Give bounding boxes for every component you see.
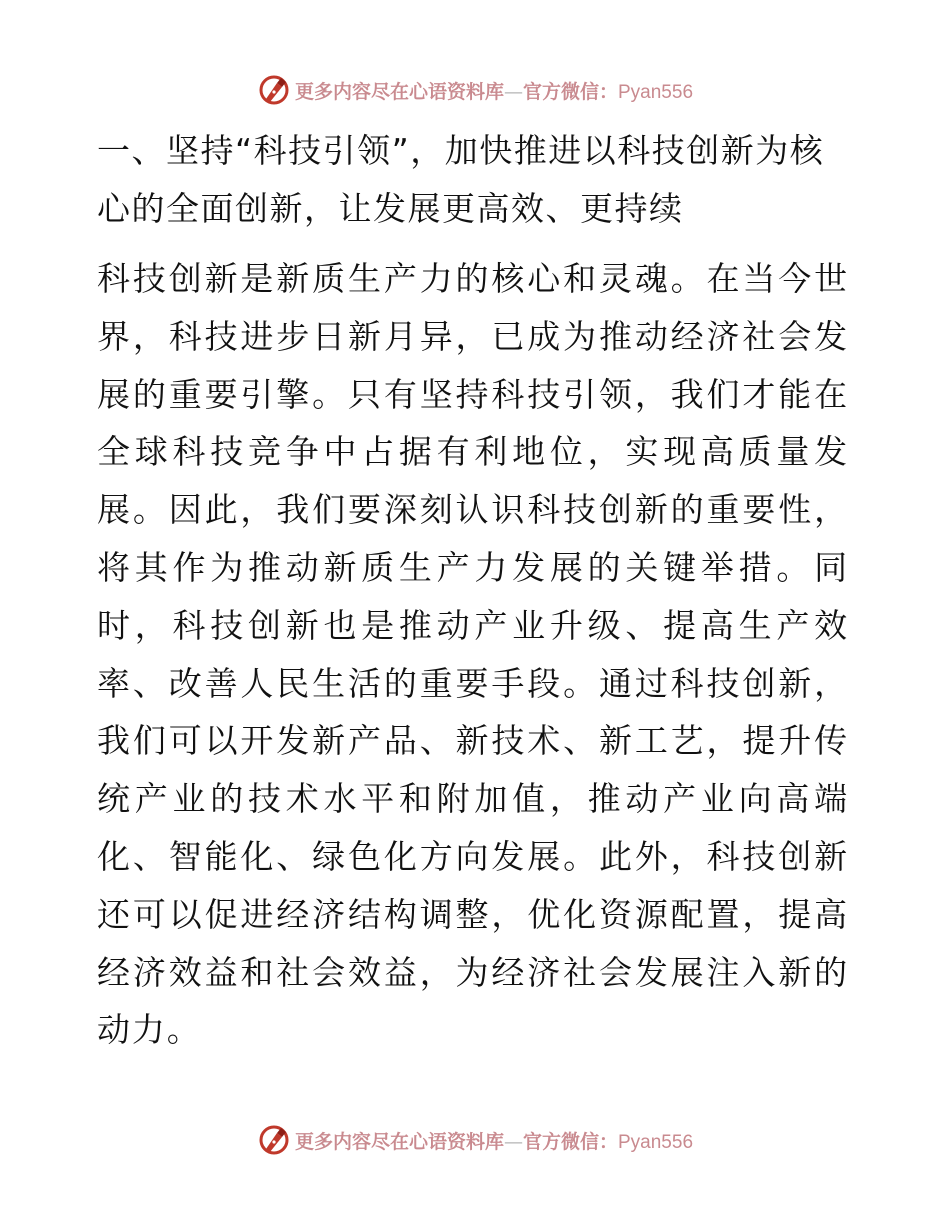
footer-banner — [0, 1120, 950, 1160]
body-paragraph: 科技创新是新质生产力的核心和灵魂。在当今世界，科技进步日新月异，已成为推动经济社会发展的重要引擎。只有坚持科技引领，我们才能在全球科技竞争中占据有利地位，实现高质量发展。因此，我们要深刻认识科技创新的重要性，将其作为推动新质生产力发展的关键举措。同时，科技创新也是推动产业升级、提高生产效率、改善人民生活的重要手段。通过科技创新，我们可以开发新产品、新技术、新工艺，提升传统产业的技术水平和附加值，推动产业向高端化、智能化、绿色化方向发展。此外，科技创新还可以促进经济结构调整，优化资源配置，提高经济效益和社会效益，为经济社会发展注入新的动力。 — [97, 259, 849, 1050]
banner-text — [295, 1127, 693, 1154]
banner-text — [295, 77, 693, 104]
footer-banner-content — [257, 1123, 693, 1157]
banner-dash: — — [503, 80, 523, 103]
pen-nib-circle-icon — [257, 73, 291, 107]
section-heading: 一、坚持“科技引领”，加快推进以科技创新为核心的全面创新，让发展更高效、更持续 — [97, 131, 825, 228]
banner-site-name: 更多内容尽在心语资料库 — [294, 1130, 504, 1153]
banner-wechat-id: Pyan556 — [618, 81, 694, 103]
banner-wechat-label: 官方微信： — [522, 1130, 618, 1153]
banner-dash: — — [503, 1130, 523, 1153]
header-banner — [0, 70, 950, 110]
pen-nib-circle-icon — [257, 1123, 291, 1157]
banner-site-name: 更多内容尽在心语资料库 — [294, 80, 504, 103]
banner-wechat-id: Pyan556 — [618, 1131, 694, 1153]
banner-wechat-label: 官方微信： — [522, 80, 618, 103]
header-banner-content — [257, 73, 693, 107]
